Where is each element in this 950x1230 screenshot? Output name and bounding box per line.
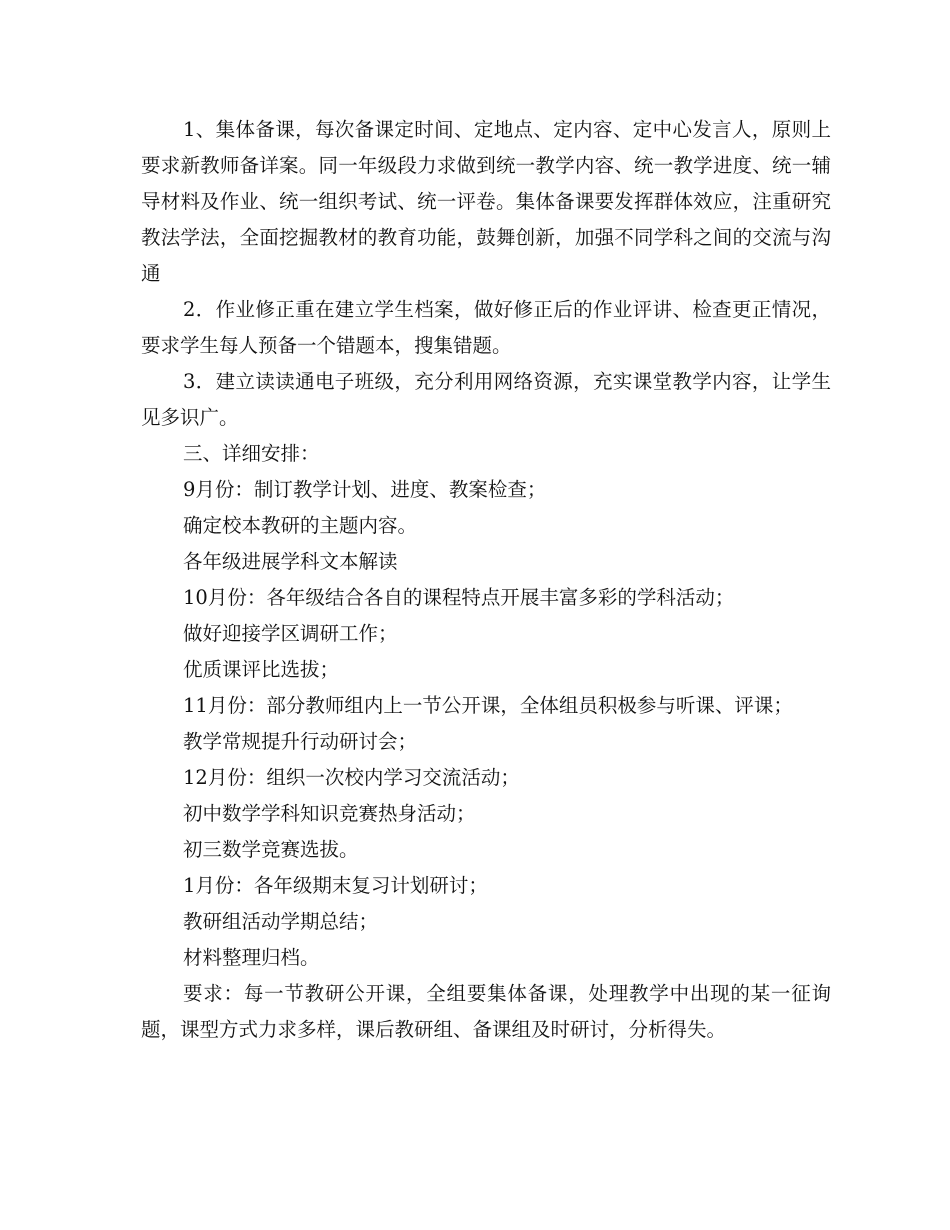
schedule-item: 初三数学竞赛选拔。: [183, 838, 359, 861]
paragraph-requirements: 要求：每一节教研公开课，全组要集体备课，处理教学中出现的某一征询题，课型方式力求多样，课后教研组、备课组及时研讨，分析得失。: [141, 982, 831, 1041]
schedule-item: 确定校本教研的主题内容。: [183, 514, 418, 537]
schedule-january: 1月份：各年级期末复习计划研讨；: [183, 874, 488, 897]
schedule-item: 各年级进展学科文本解读: [183, 550, 398, 573]
paragraph-homework-correction: 2．作业修正重在建立学生档案，做好修正后的作业评讲、检查更正情况，要求学生每人预备一个错题本，搜集错题。: [141, 298, 831, 357]
schedule-item: 优质课评比选拔；: [183, 658, 340, 681]
paragraph-electronic-class: 3．建立读读通电子班级，充分利用网络资源，充实课堂教学内容，让学生见多识广。: [141, 370, 831, 429]
schedule-november: 11月份：部分教师组内上一节公开课，全体组员积极参与听课、评课；: [183, 694, 793, 717]
schedule-item: 材料整理归档。: [183, 946, 320, 969]
schedule-item: 初中数学学科知识竞赛热身活动；: [183, 802, 476, 825]
schedule-item: 教学常规提升行动研讨会；: [183, 730, 418, 753]
paragraph-collective-lesson-prep: 1、集体备课，每次备课定时间、定地点、定内容、定中心发言人，原则上要求新教师备详案。同一年级段力求做到统一教学内容、统一教学进度、统一辅导材料及作业、统一组织考试、统一评卷。集体备课要发挥群体效应，注重研究教法学法，全面挖掘教材的教育功能，鼓舞创新，加强不同学科之间的交流与沟通: [141, 118, 831, 285]
schedule-october: 10月份：各年级结合各自的课程特点开展丰富多彩的学科活动；: [183, 586, 735, 609]
section-heading-schedule: 三、详细安排：: [183, 442, 320, 465]
schedule-september: 9月份：制订教学计划、进度、教案检查；: [183, 478, 547, 501]
schedule-december: 12月份：组织一次校内学习交流活动；: [183, 766, 520, 789]
schedule-item: 教研组活动学期总结；: [183, 910, 379, 933]
document-body: [141, 112, 831, 1048]
schedule-item: 做好迎接学区调研工作；: [183, 622, 398, 645]
